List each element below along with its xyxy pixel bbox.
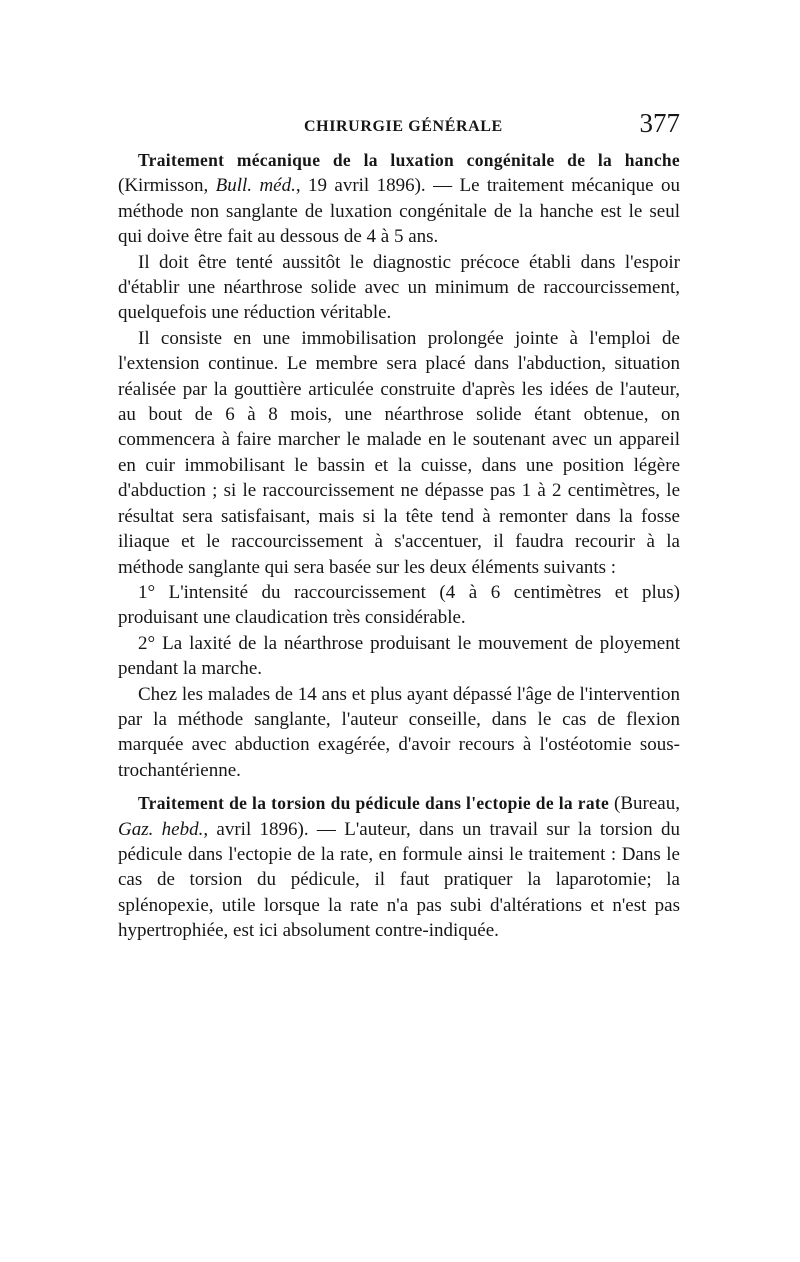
page-number: 377 [639,108,680,138]
section1-paragraph-2: Il doit être tenté aussitôt le diagnostic précoce établi dans l'espoir d'établir une néarthrose solide avec un minimum de raccourcissement, quelquefois une réduction véritable. [118,251,680,324]
section1-citation-close: , 19 avril 1896). — [295,175,460,197]
section2-title: Traitement de la torsion du pédicule dans l'ectopie de la rate [138,793,610,814]
page-header [118,108,680,148]
section1-intro: Le traitement mécanique ou méthode non sanglante de luxation congénitale de la hanche est le seul qui doive être fait au dessous de 4 à 5 ans. [118,175,680,248]
book-page [118,108,680,944]
section2-citation-open: (Bureau, [609,793,680,815]
section1-journal: Bull. méd. [215,175,296,197]
section1-paragraph-3: Il consiste en une immobilisation prolongée jointe à l'emploi de l'extension continue. Le membre sera placé dans l'abduction, situation réalisée par la gouttière articulée construite d'après les idées de l'auteur, au bout de 6 à 8 mois, une néarthrose solide étant obtenue, on commencera à faire marcher le malade en le soutenant avec un appareil en cuir immobilisant le bassin et la cuisse, dans une position légère d'abduction ; si le raccourcissement ne dépasse pas 1 à 2 centimètres, le résultat sera satisfaisant, mais si la tête tend à remonter dans la fosse iliaque et le raccourcissement à s'accentuer, il faudra recourir à la méthode sanglante qui sera basée sur les deux éléments suivants : [118,327,680,578]
section1-heading-paragraph [118,148,680,250]
section2-journal: Gaz. hebd. [118,818,204,840]
page-body [118,148,680,944]
section2-paragraph [118,791,680,943]
section2-text: L'auteur, dans un travail sur la torsion du pédicule dans l'ectopie de la rate, en formule ainsi le traitement : Dans le cas de torsion du pédicule, il faut pratiquer la laparotomie; la splénopexie, utile lorsque la rate n'a pas subi d'altérations et n'est pas hypertrophiée, est ici absolument contre-indiquée. [118,818,680,942]
section1-citation-open: (Kirmisson, [118,175,216,197]
section-gap [118,783,680,791]
section1-paragraph-5: 2° La laxité de la néarthrose produisant le mouvement de ployement pendant la marche. [118,632,680,680]
section1-paragraph-6: Chez les malades de 14 ans et plus ayant dépassé l'âge de l'intervention par la méthode sanglante, l'auteur conseille, dans le cas de flexion marquée avec abduction exagérée, d'avoir recours à l'ostéotomie sous-trochantérienne. [118,683,680,781]
section2-citation-close: , avril 1896). — [203,818,345,840]
section1-paragraph-4: 1° L'intensité du raccourcissement (4 à 6 centimètres et plus) produisant une claudication très considérable. [118,581,680,629]
running-head: CHIRURGIE GÉNÉRALE [304,118,503,135]
section1-title: Traitement mécanique de la luxation congénitale de la hanche [138,150,680,170]
